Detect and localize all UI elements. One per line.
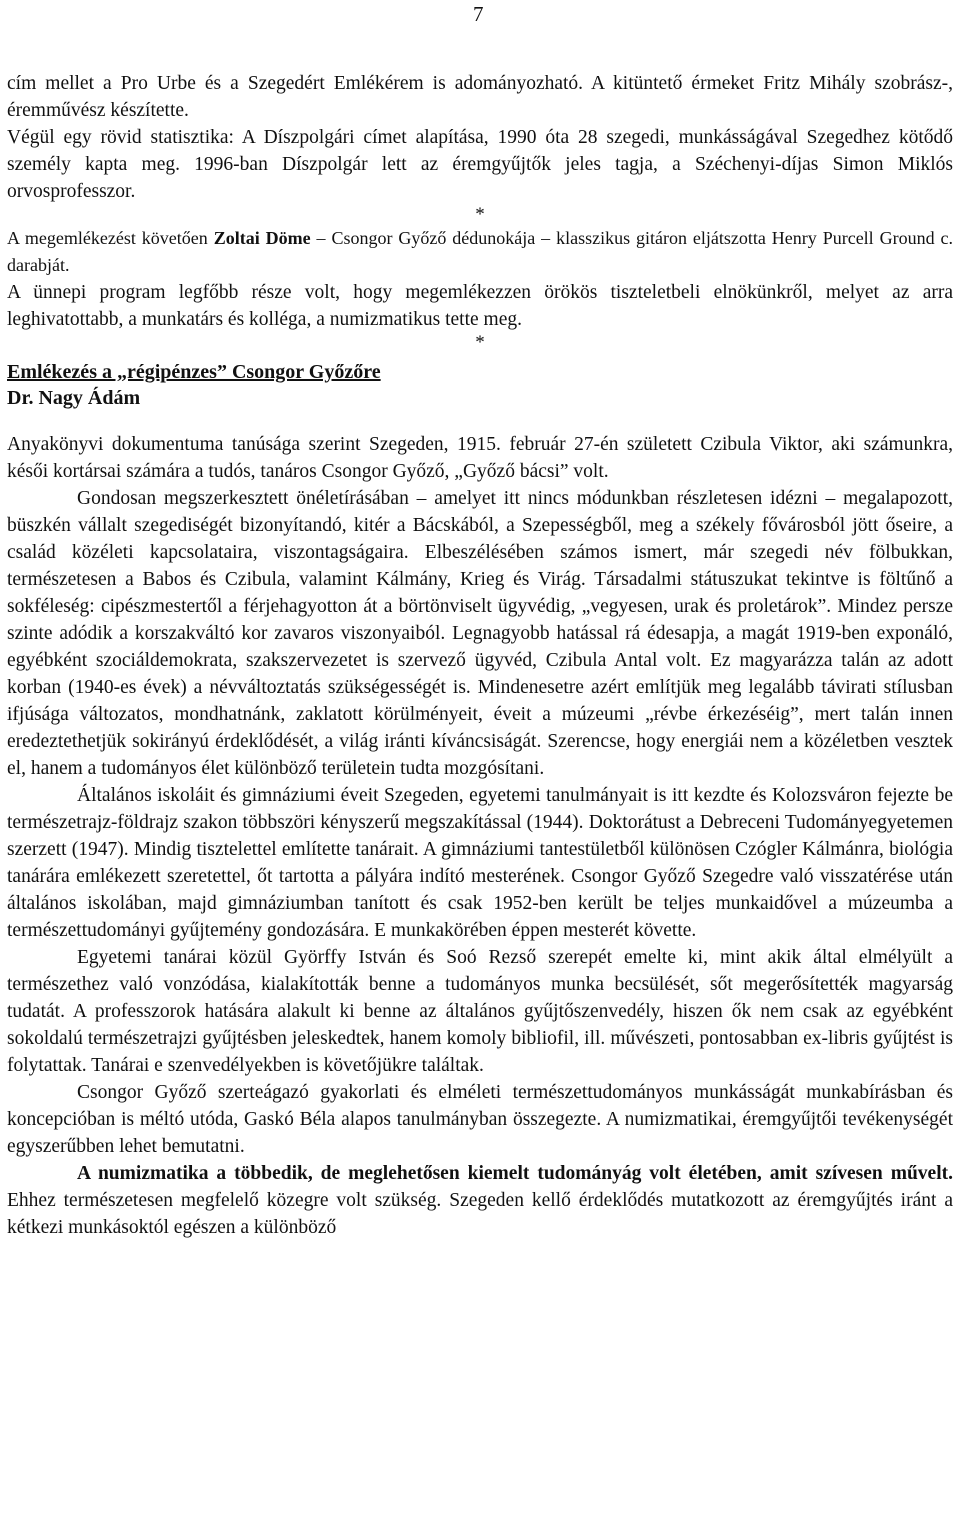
page-number: 7 bbox=[473, 2, 484, 26]
highlight-sentence: A numizmatika a többedik, de meglehetősen kiemelt tudományág volt életében, amit szívesen művelt. bbox=[77, 1163, 953, 1184]
article-author: Dr. Nagy Ádám bbox=[7, 387, 141, 409]
music-paragraph bbox=[7, 225, 953, 279]
intro-paragraph-2: Végül egy rövid statisztika: A Díszpolgári címet alapítása, 1990 óta 28 szegedi, munkásságával Szegedhez kötődő személy kapta meg. 1996-ban Díszpolgár lett az éremgyűjtők jeles tagja, a Széchenyi-díjas Simon Miklós orvosprofesszor. bbox=[7, 127, 953, 202]
article-paragraph-2: Gondosan megszerkesztett önéletírásában – amelyet itt nincs módunkban részletesen idézni – megalapozott, büszkén vállalt szegediségét bizonyítandó, kitér a Bácskából, a Szepességből, meg a székely fővárosból jött őseire, a család közéleti kapcsolataira, viszontagságaira. Elbeszélésében számos ismert, már szegedi név fölbukkan, természetesen a Babos és Czibula, valamint Kálmány, Krieg és Virág. Társadalmi státuszukat tekintve is föltűnő a sokféleség: cipészmestertől a férjehagyotton át a börtönviselt ügyvédig, „vegyesen, urak és proletárok”. Mindez persze szinte adódik a korszakváltó kor zavaros viszonyaiból. Legnagyobb hatással rá édesapja, a magát 1919-ben exponáló, egyébként szociáldemokrata, szakszervezetet is szervező ügyvéd, Czibula Antal volt. Ez magyarázza talán az adott korban (1940-es évek) a névváltoztatás szükségességét is. Mindenesetre azért említjük meg legalább távirati stílusban ifjúsága változatos, mondhatnánk, zaklatott körülményeit, éveit a múzeumi „révbe érkezéséig”, mert talán innen eredeztethetjük sokirányú érdeklődését, a világ iránti kíváncsiságát. Szerencse, hogy energiái nem a közéletben vesztek el, hanem a tudományos élet különböző területein tudta mozgósítani. bbox=[7, 488, 953, 779]
separator-star: * bbox=[475, 332, 485, 353]
article-title-text: Emlékezés a „régipénzes” Csongor Győzőre bbox=[7, 361, 381, 383]
music-paragraph-after: – Csongor Győző dédunokája – klasszikus gitáron eljátszotta Henry Purcell Ground c. darabját. bbox=[7, 228, 954, 275]
intro-paragraph-1: cím mellet a Pro Urbe és a Szegedért Emlékérem is adományozható. A kitüntető érmeket Fritz Mihály szobrász-, éremművész készítette. bbox=[7, 73, 953, 121]
article-paragraph-3: Általános iskoláit és gimnáziumi éveit Szegeden, egyetemi tanulmányait is itt kezdte és Kolozsváron fejezte be természetrajz-földrajz szakon többszöri kényszerű megszakítással (1944). Doktorátust a Debreceni Tudományegyetemen szerzett (1947). Mindig tisztelettel említette tanárait. A gimnáziumi tantestületből különösen Czógler Kálmánra, biológia tanárára emlékezett szeretettel, őt tartotta a pályára indító mesterének. Csongor Győző Szegedre való visszatérése után általános iskolában, majd gimnáziumban tanított és csak 1952-ben került be teljes munkaidővel a múzeumba a természettudományi gyűjtemény gondozására. E munkakörében éppen mesterét követte. bbox=[7, 785, 953, 941]
separator-star: * bbox=[475, 204, 485, 225]
music-paragraph-before: A megemlékezést követően bbox=[7, 228, 214, 248]
last-paragraph-rest: Ehhez természetesen megfelelő közegre volt szükség. Szegeden kellő érdeklődés mutatkozott az éremgyűjtés iránt a kétkezi munkásoktól egészen a különböző bbox=[7, 1190, 953, 1238]
article-title bbox=[7, 359, 953, 385]
program-paragraph: A ünnepi program legfőbb része volt, hogy megemlékezzen örökös tiszteletbeli elnökünkről, melyet az arra leghivatottabb, a munkatárs és kolléga, a numizmatikus tette meg. bbox=[7, 282, 953, 330]
performer-name: Zoltai Döme bbox=[213, 228, 311, 248]
article-paragraph-6 bbox=[7, 1160, 953, 1241]
article-paragraph-1: Anyakönyvi dokumentuma tanúsága szerint Szegeden, 1915. február 27-én született Czibula Viktor, aki számunkra, késői kortársai számára a tudós, tanáros Csongor Győző, „Győző bácsi” volt. bbox=[7, 434, 953, 482]
article-paragraph-5: Csongor Győző szerteágazó gyakorlati és elméleti természettudományos munkásságát munkabírásban és koncepcióban is méltó utóda, Gaskó Béla alapos tanulmányban összegezte. A numizmatikai, éremgyűjtői tevékenységét egyszerűbben lehet bemutatni. bbox=[7, 1082, 953, 1157]
article-paragraph-4: Egyetemi tanárai közül Györffy István és Soó Rezső szerepét emelte ki, mint akik által elmélyült a természethez való vonzódása, kialakították benne a tudományos munka becsülését, sőt megerősítették magyarság tudatát. A professzorok hatására alakult ki benne az általános gyűjtőszenvedély, hiszen ők nem csak az egyébként sokoldalú természetrajzi gyűjtésben jeleskedtek, hanem komoly bibliofil, ill. művészeti, pontosabban ex-libris gyűjtést is folytattak. Tanárai e szenvedélyekben is követőjükre találtak. bbox=[7, 947, 953, 1076]
page-content bbox=[7, 70, 953, 1241]
